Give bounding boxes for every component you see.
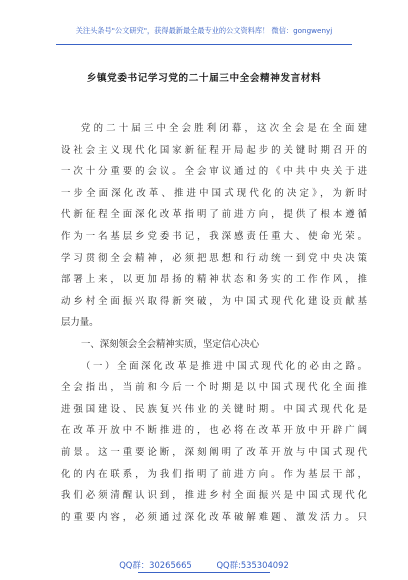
body-line: 一次十分重要的会议。全会审议通过的《中共中央关于进 xyxy=(61,166,367,178)
footer-divider xyxy=(138,572,270,573)
body-line: 部署上来，以更加昂扬的精神状态和务实的工作作风，推 xyxy=(61,274,367,286)
body-line: 我们必须清醒认识到，推进乡村全面振兴是中国式现代化 xyxy=(61,490,367,502)
body-line: 党的二十届三中全会胜利闭幕，这次全会是在全面建 xyxy=(81,123,367,134)
body-line: 动乡村全面振兴取得新突破，为中国式现代化建设贡献基 xyxy=(61,295,367,307)
document-body xyxy=(61,118,367,528)
body-line: 一步全面深化改革、推进中国式现代化的决定》，为新时 xyxy=(61,187,367,199)
body-line: 化的内在联系，为我们指明了前进方向。作为基层干部， xyxy=(61,468,367,480)
header-divider xyxy=(56,44,352,45)
header-banner: 关注头条号"公文研究"，获得最新最全最专业的公文资料库！ 微信：gongwenyj xyxy=(75,26,333,35)
footer-qq-group-1: QQ群：30265665 xyxy=(119,560,192,570)
body-line: 学习贯彻全会精神，必须把思想和行动统一到党中央决策 xyxy=(61,252,367,264)
footer-contact xyxy=(0,558,408,572)
body-line: 一、深刻领会全会精神实质，坚定信心决心 xyxy=(81,338,260,350)
body-line: 全会指出，当前和今后一个时期是以中国式现代化全面推 xyxy=(61,382,367,394)
body-line: 的重要内容，必须通过深化改革破解难题、激发活力。只 xyxy=(61,511,367,523)
footer-qq-group-2: QQ群:535304092 xyxy=(216,560,289,570)
document-title: 乡镇党委书记学习党的二十届三中全会精神发言材料 xyxy=(86,73,322,84)
body-line: 在改革开放中不断推进的，也必将在改革开放中开辟广阔 xyxy=(61,425,367,437)
body-line: （一）全面深化改革是推进中国式现代化的必由之路。 xyxy=(81,360,367,372)
body-line: 代新征程全面深化改革指明了前进方向，提供了根本遵循 xyxy=(61,209,367,221)
body-line: 作为一名基层乡党委书记，我深感责任重大、使命光荣。 xyxy=(61,230,367,242)
body-line: 设社会主义现代化国家新征程开局起步的关键时期召开的 xyxy=(61,144,367,156)
body-line: 进强国建设、民族复兴伟业的关键时期。中国式现代化是 xyxy=(61,403,367,415)
body-line: 前景。这一重要论断，深刻阐明了改革开放与中国式现代 xyxy=(61,446,367,458)
body-line: 层力量。 xyxy=(61,317,99,329)
